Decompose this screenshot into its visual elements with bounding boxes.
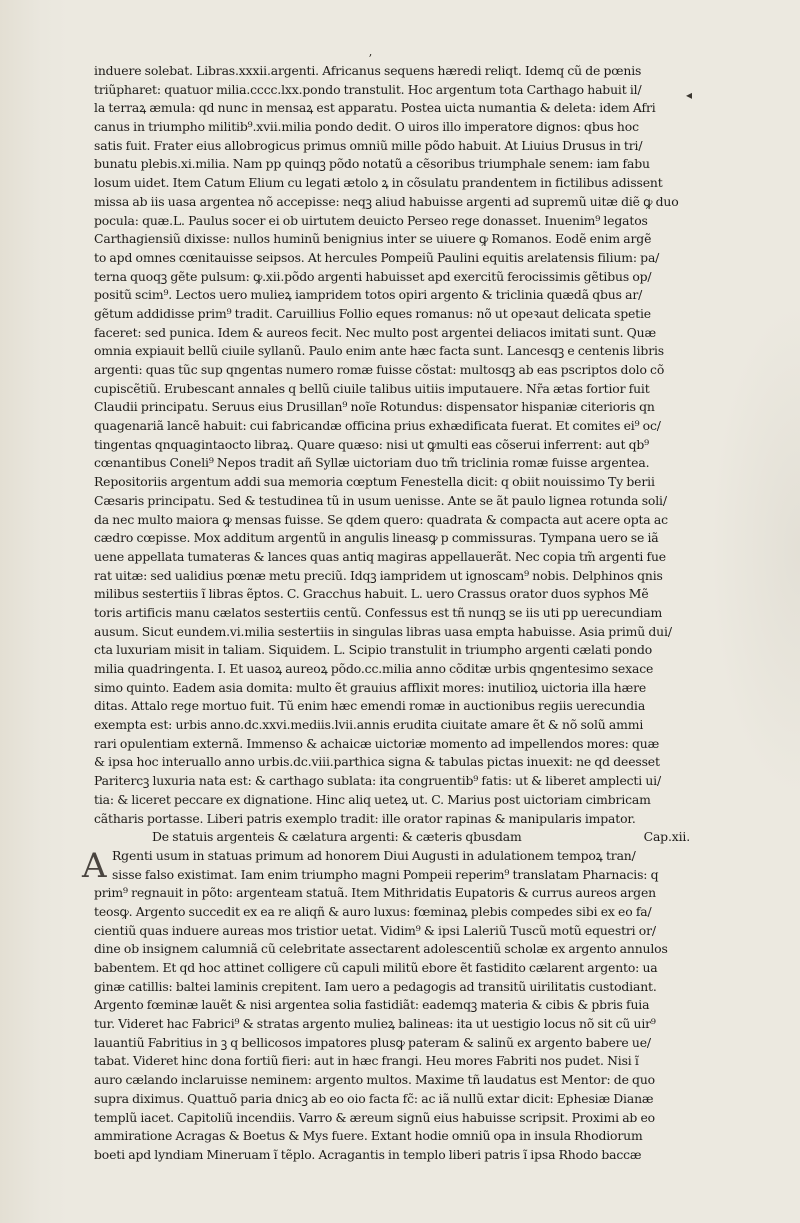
text-line: cta luxuriam misit in taliam. Siquidem. L. Scipio transtulit in triumpho argenti cælati pondo [94, 642, 653, 658]
text-line: Rgenti usum in statuas primum ad honorem Diui Augusti in adulationem tempoꝝ tran/ [112, 847, 636, 863]
text-line: losum uidet. Item Catum Elium cu legati ætolo ꝝ in cõsulatu prandentem in fictilibus adissent [94, 175, 663, 191]
text-line: cœnantibus Coneli⁹ Nepos tradit añ Syllæ uictoriam duo tm̃ triclinia romæ fuisse argentea. [94, 455, 650, 471]
margin-mark: ◂ [686, 88, 693, 102]
text-line: Carthagiensiũ dixisse: nullos huminũ benignius inter se uiuere ꝙ Romanos. Eodẽ enim argẽ [94, 231, 652, 247]
text-column [82, 62, 694, 1165]
paragraph-main [94, 62, 694, 828]
decorated-initial: A [82, 845, 107, 886]
text-line: pocula: quæ.L. Paulus socer ei ob uirtutem deuicto Perseo rege donasset. Inuenim⁹ legatos [94, 212, 648, 228]
text-line: ammiratione Acragas & Boetus & Mys fuere. Extant hodie omniũ opa in insula Rhodiorum [94, 1128, 643, 1144]
text-line: simo quinto. Eadem asia domita: multo ẽt grauius afflixit mores: inutilioꝝ uictoria illa hære [94, 679, 647, 695]
text-line: gẽtum addidisse prim⁹ tradit. Caruillius Follio eques romanus: nõ ut opeꝛaut delicata spetie [94, 305, 651, 321]
section-heading [94, 828, 694, 847]
text-line: da nec multo maiora ꝙ mensas fuisse. Se qdem quero: quadrata & compacta aut acere opta ac [94, 511, 668, 527]
text-line: induere solebat. Libras.xxxii.argenti. Africanus sequens hæredi reliqt. Idemq cũ de pœnis [94, 63, 642, 78]
text-line: supra diximus. Quattuõ paria dnicꝫ ab eo oio facta fc̃: ac iã nullũ extar dicit: Ephesiæ Dianæ [94, 1090, 654, 1106]
text-line: missa ab iis uasa argentea nõ accepisse: neqꝫ aliud habuisse argenti ad supremũ uitæ diẽ ꝙ duo [94, 193, 679, 209]
text-line: milia quadringenta. I. Et uasoꝝ aureoꝝ põdo.cc.milia anno cõditæ urbis qngentesimo sexace [94, 661, 654, 676]
text-line: cupiscẽtiũ. Erubescant annales q bellũ ciuile talibus uitiis imputauere. Nr̃a ætas fortior fuit [94, 380, 650, 396]
text-line: sisse falso existimat. Iam enim triumpho magni Pompeii reperim⁹ translatam Pharnacis: q [112, 866, 659, 882]
text-line: Paritercꝫ luxuria nata est: & carthago sublata: ita congruentib⁹ fatis: ut & liberet amplecti ui/ [94, 773, 662, 789]
text-line: templũ iacet. Capitoliũ incendiis. Varro & æreum signũ eius habuisse scripsit. Proximi ab eo [94, 1109, 655, 1125]
text-line: Cæsaris principatu. Sed & testudinea tũ in usum uenisse. Ante se ãt paulo lignea rotunda soli/ [94, 492, 667, 508]
text-line: boeti apd lyndiam Mineruam ĩ tẽplo. Acragantis in templo liberi patris ĩ ipsa Rhodo baccæ [94, 1146, 642, 1162]
text-line: exempta est: urbis anno.dc.xxvi.mediis.lvii.annis erudita ciuitate amare ẽt & nõ solũ ammi [94, 717, 644, 733]
text-line: tur. Videret hac Fabrici⁹ & stratas argento mulieꝝ balineas: ita ut uestigio locus nõ sit cũ uir⁹ [94, 1016, 656, 1032]
text-line: terna quoqꝫ gẽte pulsum: ꝙ.xii.põdo argenti habuisset apd exercitũ ferocissimis gẽtibus op/ [94, 268, 652, 284]
text-line: toris artificis manu cælatos sestertiis centũ. Confessus est tñ nunqꝫ se iis uti pp uerecundiam [94, 604, 663, 620]
text-line: argenti: quas tũc sup qngentas numero romæ fuisse cõstat: multosqꝫ ab eas pscriptos dolo cõ [94, 362, 665, 377]
text-line: faceret: sed punica. Idem & aureos fecit. Nec multo post argentei deliacos imitati sunt. Quæ [94, 324, 657, 340]
text-line: omnia expiauit bellũ ciuile syllanũ. Paulo enim ante hæc facta sunt. Lancesqꝫ e centenis libris [94, 343, 664, 359]
text-line: cædro cœpisse. Mox additum argentũ in angulis lineasꝙ p commissuras. Tympana uero se iã [94, 530, 659, 546]
text-line: bunatu plebis.xi.milia. Nam pp quinqꝫ põdo notatũ a cẽsoribus triumphale senem: iam fabu [94, 156, 650, 172]
ink-mark: ʼ [368, 52, 372, 66]
paragraph-chapter [94, 847, 694, 1165]
paper-stain [710, 300, 800, 800]
text-line: ginæ catillis: baltei laminis crepitent. Iam uero a pedagogis ad transitũ uirilitatis custodiant. [94, 978, 657, 994]
chapter-number: Cap.xii. [643, 829, 690, 845]
chapter-opening [82, 845, 694, 1165]
text-line: quagenariã lancẽ habuit: cui fabricandæ officina prius exhædificata fuerat. Et comites ei⁹ oc/ [94, 418, 661, 434]
text-line: rari opulentiam externã. Immenso & achaicæ uictoriæ momento ad impellendos mores: quæ [94, 735, 660, 751]
page-gutter [0, 0, 70, 1223]
text-line: rat uitæ: sed ualidius pœnæ metu preciũ. Idqꝫ iampridem ut ignoscam⁹ nobis. Delphinos qnis [94, 567, 663, 583]
text-line: tabat. Videret hinc dona fortiũ fieri: aut in hæc frangi. Heu mores Fabriti nos pudet. Nisi ĩ [94, 1053, 639, 1069]
text-line: dine ob insignem calumniã cũ celebritate assectarent adolescentiũ scholæ ex argento annulos [94, 941, 668, 957]
text-line: lauantiũ Fabritius in ꝫ q bellicosos impatores plusꝙ pateram & salinũ ex argento babere ue/ [94, 1034, 651, 1050]
text-line: uene appellata tumateras & lances quas antiq magiras appellauerãt. Nec copia tm̃ argenti fue [94, 548, 666, 564]
text-line: ditas. Attalo rege mortuo fuit. Tũ enim hæc emendi romæ in auctionibus regiis uerecundia [94, 698, 646, 714]
text-line: canus in triumpho militib⁹.xvii.milia pondo dedit. O uiros illo imperatore dignos: qbus hoc [94, 119, 639, 135]
text-line: triũpharet: quatuor milia.cccc.lxx.pondo transtulit. Hoc argentum tota Carthago habuit il/ [94, 81, 642, 97]
text-line: ausum. Sicut eundem.vi.milia sestertiis in singulas libras uasa empta habuisse. Asia primũ dui/ [94, 623, 672, 639]
text-line: Argento fœminæ lauẽt & nisi argentea solia fastidiãt: eademqꝫ materia & cibis & pbris fuia [94, 997, 650, 1013]
text-line: to apd omnes cœnitauisse seipsos. At hercules Pompeiũ Paulini equitis arelatensis filium: pa/ [94, 249, 660, 265]
text-line: teosꝙ. Argento succedit ex ea re aliqñ & auro luxus: fœminaꝝ plebis compedes sibi ex eo fa/ [94, 903, 652, 919]
text-line: tia: & liceret peccare ex dignatione. Hinc aliq ueteꝝ ut. C. Marius post uictoriam cimbricam [94, 791, 651, 807]
text-line: cientiũ quas induere aureas mos tristior uetat. Vidim⁹ & ipsi Laleriũ Tuscũ motũ equestri or/ [94, 922, 656, 938]
text-line: satis fuit. Frater eius allobrogicus primus omniũ mille põdo habuit. At Liuius Drusus in tri/ [94, 137, 643, 153]
text-line: tingentas qnquagintaocto libraꝝ. Quare quæso: nisi ut ꝙmulti eas cõserui inferrent: aut qb⁹ [94, 436, 649, 452]
text-line: prim⁹ regnauit in põto: argenteam statuã. Item Mithridatis Eupatoris & currus aureos argen [94, 885, 656, 901]
text-line: babentem. Et qd hoc attinet colligere cũ capuli militũ ebore ẽt fastidito cælarent argento: ua [94, 960, 658, 975]
text-line: auro cælando inclaruisse neminem: argento multos. Maxime tñ laudatus est Mentor: de quo [94, 1072, 655, 1088]
text-line: milibus sestertiis ĩ libras ẽptos. C. Gracchus habuit. L. uero Crassus orator duos syphos Mẽ [94, 586, 649, 602]
text-line: Repositoriis argentum addi sua memoria cœptum Fenestella dicit: q obiit nouissimo Ty berii [94, 474, 655, 490]
text-line: la terraꝝ æmula: qd nunc in mensaꝝ est apparatu. Postea uicta numantia & deleta: idem Afri [94, 100, 656, 116]
text-line: & ipsa hoc interuallo anno urbis.dc.viii.parthica signa & tabulas pictas inuexit: ne qd deesset [94, 754, 660, 770]
text-line: positũ scim⁹. Lectos uero mulieꝝ iampridem totos opiri argento & triclinia quædã qbus ar/ [94, 287, 643, 303]
section-title: De statuis argenteis & cælatura argenti: & cæteris qbusdam [152, 829, 522, 845]
text-line: cãtharis portasse. Liberi patris exemplo tradit: ille orator rapinas & manipularis impator. [94, 810, 636, 826]
text-line: Claudii principatu. Seruus eius Drusillan⁹ noĩe Rotundus: dispensator hispaniæ citerioris qn [94, 399, 655, 415]
